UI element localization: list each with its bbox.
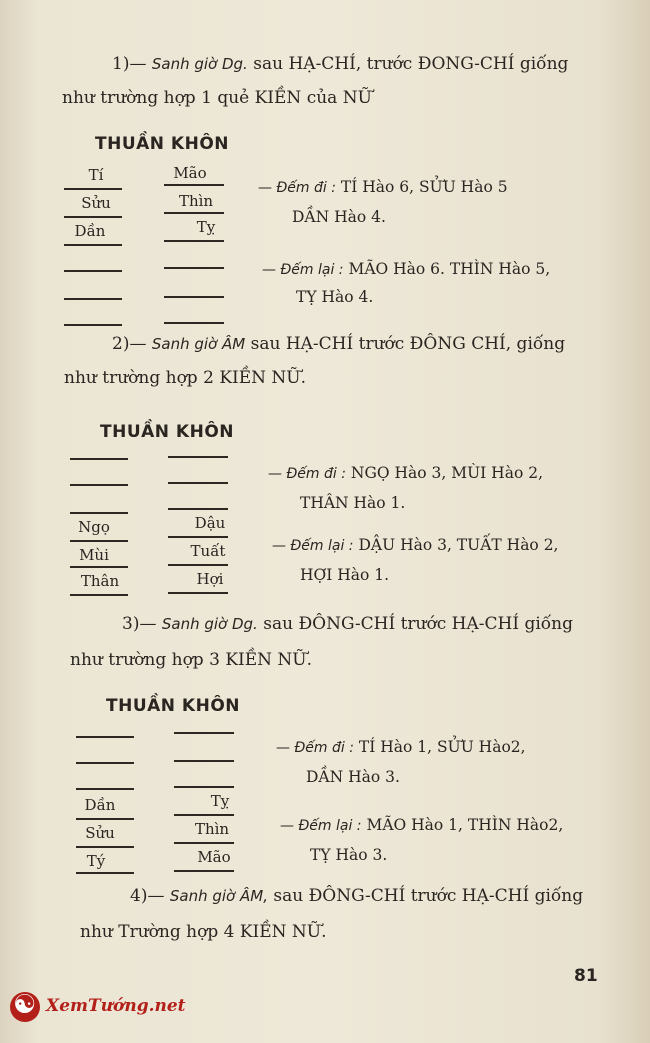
section-2-heading: THUẦN KHÔN [100,422,235,442]
s1-right-label-1: Mão [173,164,207,182]
s3-right-line-5 [174,842,234,844]
section-1-heading: THUẦN KHÔN [95,134,230,154]
section-1-intro-line2: như trường hợp 1 quẻ KIỀN của NỮ [62,88,372,108]
s3-count-forward-line1: — Đếm đi : TÍ Hào 1, SỬU Hào2, [276,738,526,756]
s1-count-forward-line1: — Đếm đi : TÍ Hào 6, SỬU Hào 5 [258,178,508,196]
s3-left-line-1 [76,736,134,738]
s3-left-line-2 [76,762,134,764]
s2-left-line-1 [70,458,128,460]
watermark-text: XemTướng.net [46,996,186,1016]
s3-right-line-3 [174,786,234,788]
s2-right-label-2: Tuất [190,542,226,560]
s1-right-line-2 [164,212,224,214]
s1-count-back-line2: TỴ Hào 4. [296,288,374,306]
section-2-intro-line2: như trường hợp 2 KIỀN NỮ. [64,368,307,388]
s1-left-line-3 [64,244,122,246]
s1-left-label-3: Dần [74,222,106,240]
s3-left-label-3: Tý [86,852,106,870]
s3-left-line-3 [76,788,134,790]
s1-left-label-2: Sửu [81,194,111,212]
section-3-intro-line2: như trường hợp 3 KIỀN NỮ. [70,650,313,670]
s1-right-line-6 [164,322,224,324]
s2-left-label-1: Ngọ [78,518,110,536]
s3-right-line-2 [174,760,234,762]
s1-left-line-5 [64,298,122,300]
s1-left-line-2 [64,216,122,218]
s2-left-line-5 [70,566,128,568]
s2-count-forward-line1: — Đếm đi : NGỌ Hào 3, MÙI Hào 2, [268,464,543,482]
s2-count-forward-line2: THÂN Hào 1. [300,494,406,512]
s3-count-forward-line2: DẦN Hào 3. [306,768,400,786]
s3-left-line-5 [76,846,134,848]
s2-count-back-line1: — Đếm lại : DẬU Hào 3, TUẤT Hào 2, [272,536,559,554]
s1-right-line-5 [164,296,224,298]
section-1-intro-line1: 1)— Sanh giờ Dg. sau HẠ-CHÍ, trước ĐONG-CHÍ giống [112,54,569,74]
section-2-intro-line1: 2)— Sanh giờ ÂM sau HẠ-CHÍ trước ĐÔNG CHÍ, giống [112,334,566,354]
s1-right-line-3 [164,240,224,242]
section-3-intro-line1: 3)— Sanh giờ Dg. sau ĐÔNG-CHÍ trước HẠ-CHÍ giống [122,614,574,634]
s1-right-label-2: Thìn [178,192,214,210]
s1-left-line-6 [64,324,122,326]
section-3-heading: THUẦN KHÔN [106,696,241,716]
s2-left-line-4 [70,540,128,542]
s3-left-line-4 [76,818,134,820]
s2-left-line-2 [70,484,128,486]
s2-right-label-3: Hợi [196,570,224,588]
s2-right-line-3 [168,508,228,510]
s2-count-back-line2: HỢI Hào 1. [300,566,390,584]
s3-right-label-3: Mão [197,848,231,866]
s3-left-line-6 [76,872,134,874]
s3-left-label-1: Dần [84,796,116,814]
s3-right-label-2: Thìn [194,820,230,838]
s1-right-line-4 [164,267,224,269]
s1-count-forward-line2: DẦN Hào 4. [292,208,386,226]
s3-right-line-6 [174,870,234,872]
page-number: 81 [574,966,598,986]
s2-right-line-5 [168,564,228,566]
s1-right-label-3: Tỵ [196,218,216,236]
s2-right-label-1: Dậu [194,514,226,532]
s3-count-back-line1: — Đếm lại : MÃO Hào 1, THÌN Hào2, [280,816,564,834]
section-4-intro-line2: như Trường hợp 4 KIỀN NỮ. [80,922,327,942]
yin-yang-logo-icon [10,992,40,1022]
s3-right-line-1 [174,732,234,734]
s2-right-line-1 [168,456,228,458]
s3-left-label-2: Sửu [85,824,115,842]
s2-left-line-3 [70,512,128,514]
s2-left-label-2: Mùi [79,546,109,564]
s2-right-line-2 [168,482,228,484]
s1-left-line-1 [64,188,122,190]
s1-count-back-line1: — Đếm lại : MÃO Hào 6. THÌN Hào 5, [262,260,551,278]
s1-left-line-4 [64,270,122,272]
s3-count-back-line2: TỴ Hào 3. [310,846,388,864]
s1-right-line-1 [164,184,224,186]
s2-left-label-3: Thân [80,572,120,590]
section-4-intro-line1: 4)— Sanh giờ ÂM, sau ĐÔNG-CHÍ trước HẠ-CHÍ giống [130,886,584,906]
s1-left-label-1: Tí [88,166,104,184]
s2-left-line-6 [70,594,128,596]
s3-right-label-1: Tỵ [210,792,230,810]
s2-right-line-4 [168,536,228,538]
s2-right-line-6 [168,592,228,594]
s3-right-line-4 [174,814,234,816]
